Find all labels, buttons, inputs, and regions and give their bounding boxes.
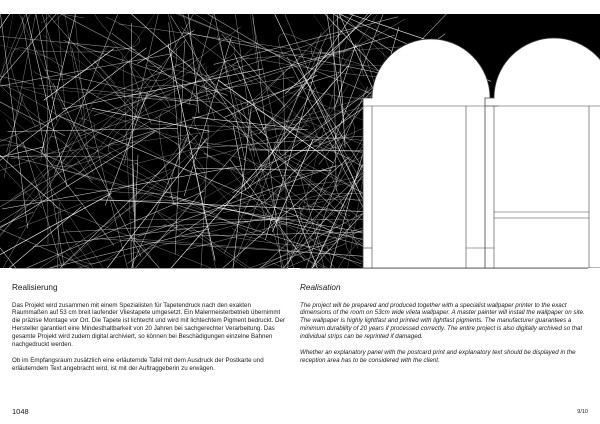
page-number: 1048 bbox=[12, 407, 29, 416]
left-divider-rule bbox=[12, 268, 288, 269]
wallpaper-artwork bbox=[0, 14, 600, 268]
english-paragraph-1: The project will be prepared and produced together with a specialist wallpaper printer to the exact dimensions of the room on 53cm wide vlieta wallpaper. A master painter will install the wallpaper on site. The wallpaper is highly lightfast and printed with lightfast pigments. The manufacturer guarantees a minimum durability of 20 years if processed correctly. The entire project is also digitally archived so that individual strips can be reprinted if damaged. bbox=[300, 301, 585, 341]
left-arch-doorway bbox=[363, 39, 499, 268]
english-heading: Realisation bbox=[300, 283, 341, 292]
german-heading: Realisierung bbox=[12, 283, 58, 292]
german-paragraph-1: Das Projekt wird zusammen mit einem Spezialisten für Tapetendruck nach den exakten Raummaßen auf 53 cm breit laufender Vliestapete umgesetzt. Ein Malermeisterbetrieb übernimmt die präzise Montage vor Ort. Die Tapete ist lichtecht und wird mit lichtechtem Pigment bedruckt. Der Hersteller garantiert eine Mindesthaltbarkeit von 20 Jahren bei sachgerechter Verarbeitung. Das gesamte Projekt wird zudem digital archiviert, so können bei Beschädigungen einzelne Bahnen nachgedruckt werden. bbox=[12, 301, 285, 349]
english-paragraph-2: Whether an explanatory panel with the postcard print and explanatory text should be displayed in the reception area has to be considered with the client. bbox=[300, 348, 576, 364]
right-divider-rule bbox=[300, 268, 588, 269]
arched-doorways bbox=[363, 38, 600, 268]
right-arch-doorway bbox=[485, 38, 600, 268]
german-text-column bbox=[12, 283, 288, 381]
english-text-column bbox=[300, 283, 588, 373]
german-paragraph-2: Ob im Empfangsraum zusätzlich eine erläuternde Tafel mit dem Ausdruck der Postkarte und erläuterndem Text angebracht wird, ist mit der Auftraggeberin zu erwägen. bbox=[12, 356, 264, 372]
page-count: 9/10 bbox=[577, 409, 588, 415]
